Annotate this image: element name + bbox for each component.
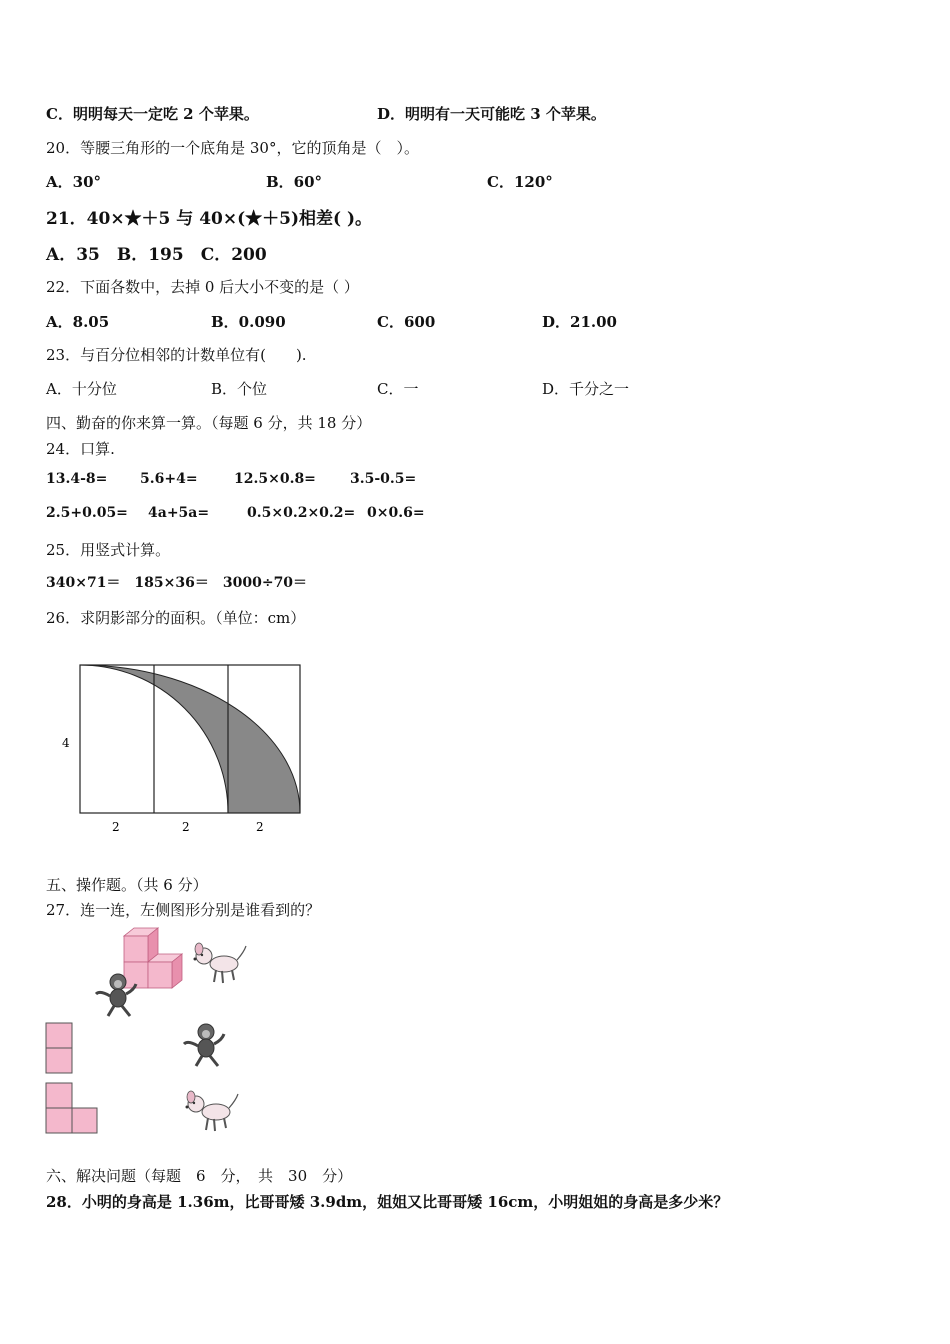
q24-item: 0×0.6= (367, 505, 425, 521)
monkey-icon (180, 1020, 228, 1068)
q20-option-b: B．60° (266, 173, 323, 191)
width-label: 2 (112, 820, 120, 834)
q20-option-c: C．120° (487, 173, 553, 191)
q24-text: 24．口算. (46, 440, 115, 458)
q20-option-a: A．30° (46, 173, 102, 191)
q24-item: 2.5+0.05= (46, 505, 128, 521)
q23-text: 23．与百分位相邻的计数单位有( ). (46, 346, 307, 364)
q23-option-b: B．个位 (211, 380, 268, 398)
q24-item: 4a+5a= (148, 505, 210, 521)
q22-option-d: D．21.00 (542, 313, 617, 331)
q22-option-b: B．0.090 (211, 313, 286, 331)
view-two-stacked-squares (45, 1022, 75, 1076)
q21-options: A．35 B．195 C．200 (46, 245, 267, 265)
section5-title: 五、操作题。（共 6 分） (46, 876, 208, 894)
height-label: 4 (62, 736, 70, 750)
q19-option-d: D．明明有一天可能吃 3 个苹果。 (377, 105, 606, 123)
section4-title: 四、勤奋的你来算一算。（每题 6 分，共 18 分） (46, 414, 372, 432)
q23-option-c: C．一 (377, 380, 419, 398)
q24-item: 0.5×0.2×0.2= (247, 505, 356, 521)
section6-title: 六、解决问题（每题 6 分， 共 30 分） (46, 1167, 353, 1185)
q24-item: 5.6+4= (140, 471, 198, 487)
q26-text: 26．求阴影部分的面积。（单位：cm） (46, 609, 306, 627)
q27-text: 27．连一连，左侧图形分别是谁看到的？ (46, 901, 321, 919)
q22-text: 22．下面各数中，去掉 0 后大小不变的是（ ） (46, 278, 359, 296)
q25-expressions: 340×71＝ 185×36＝ 3000÷70＝ (46, 575, 308, 591)
q23-option-a: A．十分位 (46, 380, 117, 398)
q26-figure (55, 655, 315, 840)
width-label: 2 (182, 820, 190, 834)
monkey-icon (92, 970, 140, 1018)
q20-text: 20．等腰三角形的一个底角是 30°，它的顶角是（ ）。 (46, 139, 419, 157)
q23-option-d: D．千分之一 (542, 380, 630, 398)
q24-item: 3.5-0.5= (350, 471, 417, 487)
q28-text: 28．小明的身高是 1.36m，比哥哥矮 3.9dm，姐姐又比哥哥矮 16cm，小明姐姐的身高是多少米？ (46, 1193, 729, 1211)
q24-item: 12.5×0.8= (234, 471, 316, 487)
q21-text: 21．40×★＋5 与 40×(★＋5)相差( )。 (46, 209, 373, 229)
q22-option-a: A．8.05 (46, 313, 110, 331)
dog-icon (190, 940, 248, 986)
dog-icon (182, 1088, 240, 1134)
q25-text: 25．用竖式计算。 (46, 541, 171, 559)
q24-item: 13.4-8= (46, 471, 108, 487)
width-label: 2 (256, 820, 264, 834)
q22-option-c: C．600 (377, 313, 436, 331)
view-l-shape (45, 1082, 101, 1136)
q19-option-c: C．明明每天一定吃 2 个苹果。 (46, 105, 259, 123)
